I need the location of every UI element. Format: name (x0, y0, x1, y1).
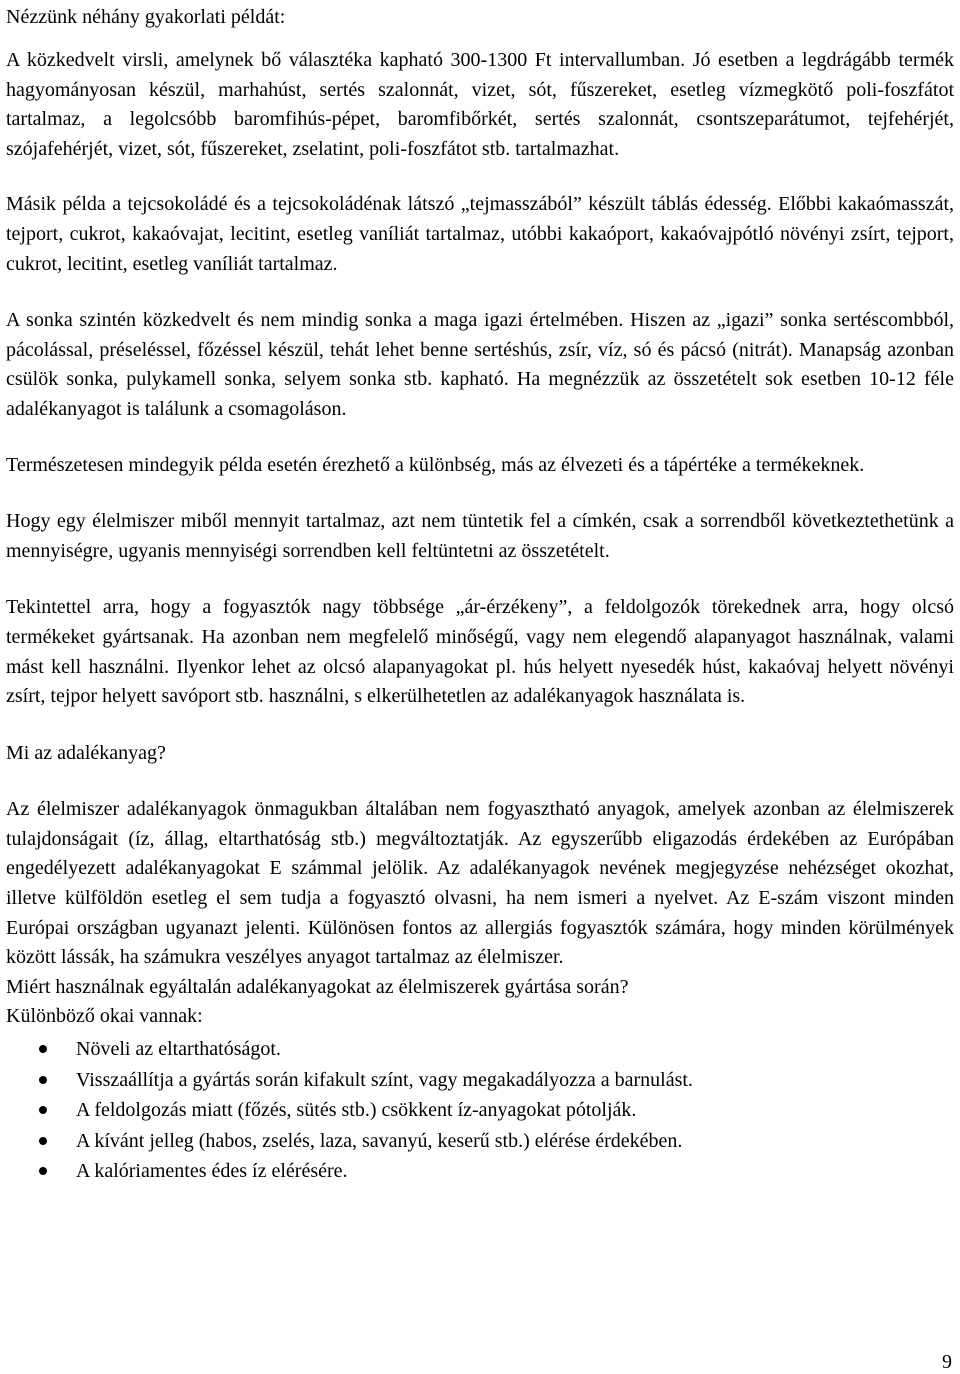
list-item (6, 1034, 954, 1065)
list-item-text: A kalóriamentes édes íz elérésére. (76, 1160, 348, 1183)
bullet-icon (39, 1137, 47, 1145)
list-item-text: A kívánt jelleg (habos, zselés, laza, savanyú, keserű stb.) elérése érdekében. (76, 1129, 683, 1152)
paragraph-adalekanyag: Az élelmiszer adalékanyagok önmagukban általában nem fogyasztható anyagok, amelyek azonban az élelmiszerek tulajdonságait (íz, állag, eltarthatóság stb.) megváltoztatják. Az egyszerűbb eligazodás érdekében az Európában engedélyezett adalékanyagokat E számmal jelölik. Az adalékanyagok nevének megjegyzése nehézséget okozhat, illetve külföldön esetleg el sem tudja a fogyasztó olvasni, ha nem ismeri a nyelvet. Az E-szám viszont minden Európai országban ugyanazt jelenti. Különösen fontos az allergiás fogyasztók számára, hogy minden körülmények között lássák, ha számukra veszélyes anyagot tartalmaz az élelmiszer. (6, 798, 954, 969)
list-item (6, 1156, 954, 1187)
list-item-text: Visszaállítja a gyártás során kifakult színt, vagy megakadályozza a barnulást. (76, 1068, 693, 1091)
paragraph-sonka: A sonka szintén közkedvelt és nem mindig sonka a maga igazi értelmében. Hiszen az „igazi” sonka sertéscombból, pácolással, préseléssel, főzéssel készül, tehát lehet benne sertéshús, zsír, víz, só és pácsó (nitrát). Manapság azonban csülök sonka, pulykamell sonka, selyem sonka stb. kapható. Ha megnézzük az összetételt sok esetben 10-12 féle adalékanyagot is találunk a csomagoláson. (6, 309, 954, 420)
list-item (6, 1126, 954, 1157)
reasons-list (6, 1034, 954, 1187)
list-item (6, 1095, 954, 1126)
bullet-icon (39, 1106, 47, 1114)
bullet-icon (39, 1045, 47, 1053)
paragraph-osszetetel: Hogy egy élelmiszer miből mennyit tartalmaz, azt nem tüntetik fel a címkén, csak a sorrendből következtethetünk a mennyiségre, ugyanis mennyiségi sorrendben kell feltüntetni az összetételt. (6, 510, 954, 562)
document-body (6, 46, 954, 1187)
section-heading: Nézzünk néhány gyakorlati példát: (6, 6, 286, 28)
question-heading: Mi az adalékanyag? (6, 741, 166, 764)
paragraph-ar-erzekeny: Tekintettel arra, hogy a fogyasztók nagy többsége „ár-érzékeny”, a feldolgozók törekednek arra, hogy olcsó termékeket gyártsanak. Ha azonban nem megfelelő minőségű, vagy nem elegendő alapanyagot használnak, valami mást kell használni. Ilyenkor lehet az olcsó alapanyagokat pl. hús helyett nyesedék húst, kakaóvaj helyett növényi zsírt, tejpor helyett savóport stb. használni, s elkerülhetetlen az adalékanyagok használata is. (6, 596, 954, 708)
page-number: 9 (942, 1351, 952, 1373)
paragraph-okai: Különböző okai vannak: (6, 1005, 203, 1028)
paragraph-miert: Miért használnak egyáltalán adalékanyagokat az élelmiszerek gyártása során? (6, 975, 629, 998)
list-item-text: A feldolgozás miatt (főzés, sütés stb.) csökkent íz-anyagokat pótolják. (76, 1099, 637, 1122)
paragraph-kulonbseg: Természetesen mindegyik példa esetén érezhető a különbség, más az élvezeti és a tápértéke a termékeknek. (6, 453, 865, 476)
paragraph-virsli: A közkedvelt virsli, amelynek bő választéka kapható 300-1300 Ft intervallumban. Jó esetben a legdrágább termék hagyományosan készül, marhahúst, sertés szalonnát, vizet, sót, fűszereket, esetleg vízmegkötő poli-foszfátot tartalmaz, a legolcsóbb baromfihús-pépet, baromfibőrkét, sertés szalonnát, csontszeparátumot, tejfehérjét, szójafehérjét, vizet, sót, fűszereket, zselatint, poli-foszfátot stb. tartalmazhat. (6, 49, 954, 160)
list-item-text: Növeli az eltarthatóságot. (76, 1038, 281, 1061)
bullet-icon (39, 1076, 47, 1084)
bullet-icon (39, 1167, 47, 1175)
paragraph-tejcsokolade: Másik példa a tejcsokoládé és a tejcsokoládénak látszó „tejmasszából” készült táblás édesség. Előbbi kakaómasszát, tejport, cukrot, kakaóvajat, lecitint, esetleg vaníliát tartalmaz, utóbbi kakaóport, kakaóvajpótló növényi zsírt, tejport, cukrot, lecitint, esetleg vaníliát tartalmaz. (6, 193, 954, 275)
list-item (6, 1065, 954, 1096)
